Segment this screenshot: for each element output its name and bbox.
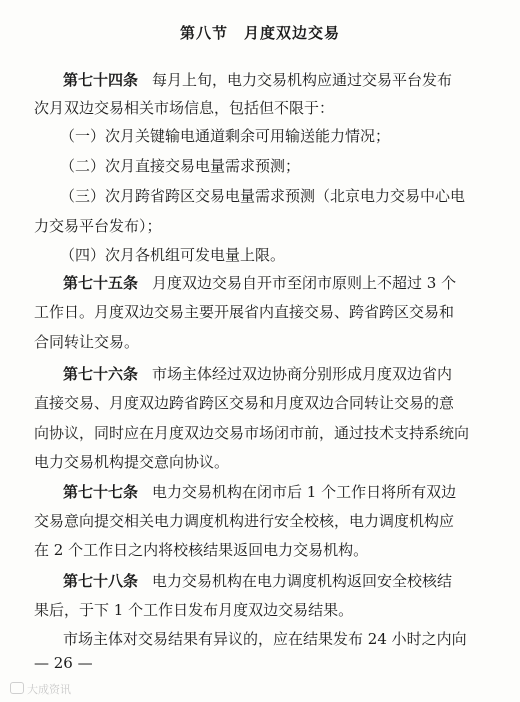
- article-76-line: 向协议，同时应在月度双边交易市场闭市前，通过技术支持系统向: [34, 424, 470, 442]
- article-78-label: 第七十八条: [63, 572, 139, 590]
- article-78-first-line: [63, 571, 452, 591]
- article-76-line: 电力交易机构提交意向协议。: [34, 453, 230, 471]
- article-77-line: 在 2 个工作日之内将校核结果返回电力交易机构。: [34, 541, 369, 559]
- article-74-text: 每月上旬，电力交易机构应通过交易平台发布: [152, 71, 453, 89]
- article-75-first-line: [63, 273, 456, 293]
- article-75-line: 合同转让交易。: [34, 333, 140, 351]
- article-74-item-3-cont: 力交易平台发布）；: [34, 217, 162, 235]
- article-76-first-line: [63, 364, 452, 384]
- article-78-paragraph: 市场主体对交易结果有异议的，应在结果发布 24 小时之内向: [63, 630, 467, 648]
- article-75-text: 月度双边交易自开市至闭市原则上不超过 3 个: [152, 274, 457, 292]
- section-title: 第八节 月度双边交易: [179, 24, 340, 42]
- article-77-first-line: [63, 482, 456, 502]
- watermark-logo-icon: [10, 682, 24, 694]
- article-77-label: 第七十七条: [63, 483, 139, 501]
- article-76-label: 第七十六条: [63, 365, 139, 383]
- article-75-label: 第七十五条: [63, 274, 139, 292]
- page-number: — 26 —: [34, 654, 93, 672]
- article-75-line: 工作日。月度双边交易主要开展省内直接交易、跨省跨区交易和: [34, 303, 455, 321]
- watermark-text: 大成资讯: [27, 683, 71, 696]
- article-78-line: 果后，于下 1 个工作日发布月度双边交易结果。: [34, 601, 354, 619]
- article-78-text: 电力交易机构在电力调度机构返回安全校核结: [152, 572, 453, 590]
- article-74-item-3: （三）次月跨省跨区交易电量需求预测（北京电力交易中心电: [60, 187, 466, 205]
- article-74-label: 第七十四条: [63, 71, 139, 89]
- article-76-line: 直接交易、月度双边跨省跨区交易和月度双边合同转让交易的意: [34, 394, 455, 412]
- article-77-line: 交易意向提交相关电力调度机构进行安全校核，电力调度机构应: [34, 512, 455, 530]
- article-76-text: 市场主体经过双边协商分别形成月度双边省内: [152, 365, 453, 383]
- article-77-text: 电力交易机构在闭市后 1 个工作日将所有双边: [152, 483, 457, 501]
- article-74-first-line: [63, 70, 452, 90]
- article-74-item-2: （二）次月直接交易电量需求预测；: [60, 157, 301, 175]
- article-74-item-4: （四）次月各机组可发电量上限。: [60, 246, 286, 264]
- article-74-item-1: （一）次月关键输电通道剩余可用输送能力情况；: [60, 127, 391, 145]
- watermark: [10, 681, 71, 697]
- article-74-line: 次月双边交易相关市场信息，包括但不限于：: [34, 99, 335, 117]
